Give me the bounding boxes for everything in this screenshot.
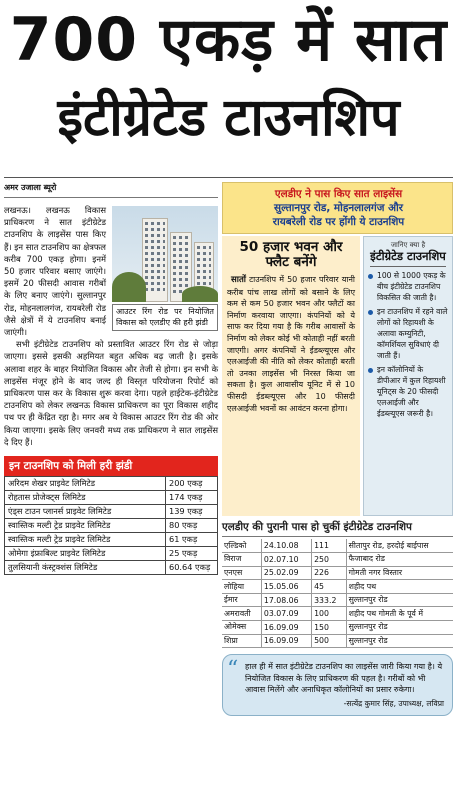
old-township-place: शहीद पथ गोमती के पूर्व में [346,607,453,621]
quote-box [222,654,453,716]
quote-text: हाल ही में सात इंटीग्रेटेड टाउनशिप का लाइसेंस जारी किया गया है। ये नियोजित विकास के लिए प्राधिकरण की पहल है। गरीबों को भी आवास मिलेंगे और अनाधिकृत कॉलोनियों का प्रसार रुकेगा। [245,662,443,695]
old-township-place: गोमती नगर विस्तार [346,566,453,580]
old-township-place: सीतापुर रोड, हरदोई बाईपास [346,539,453,553]
old-township-area: 111 [312,539,347,553]
old-township-place: शहीद पथ [346,580,453,594]
company-name: अरिदम शेखर प्राइवेट लिमिटेड [5,477,166,491]
table-row [222,566,453,580]
old-township-area: 45 [312,580,347,594]
table-row [5,477,218,491]
tree-shape [182,286,218,302]
approved-table-title: इन टाउनशिप को मिली हरी झंडी [4,456,218,476]
old-township-area: 250 [312,553,347,567]
housing-body: टाउनशिप में 50 हजार परिवार यानी करीब पांच लाख लोगों को बसाने के लिए कम से कम 50 हजार भवन और फ्लैटों का निर्माण करवाया जाएगा। कंपनियों को ये साफ कर दिया गया है कि गरीब आवासों के निर्माण को लेकर कोई भी कोताही नहीं बरती जाएगी। अगर कंपनियों ने ईडब्ल्यूएस और एलआईजी की नीति को लेकर कोताही बरती तो उनका लाइसेंस भी निरस्त किया जा सकता है। कुल आवासीय यूनिट में से 10 फीसदी ईडब्ल्यूएस और 10 फीसदी एलआईजी भवनों का आवंटन करना होगा। [227,275,356,413]
headline [0,0,457,175]
company-area: 60.64 एकड़ [166,561,218,575]
side-panel [222,182,453,794]
old-township-place: सुल्तानपुर रोड [346,634,453,648]
old-township-name: अमरावती [222,607,261,621]
company-name: स्वास्तिक मल्टी ट्रेड प्राइवेट लिमिटेड [5,519,166,533]
housing-lead: सातों [231,275,246,285]
know-bullet-text: इन टाउनशिप में रहने वाले लोगों को रिहायशी के अलावा कम्युनिटी, कॉमर्शियल सुविधाएं दी जाती हैं। [377,307,448,360]
old-township-name: एनएस [222,566,261,580]
old-township-name: ओमेक्स [222,621,261,635]
photo-block [112,206,218,331]
know-divider [370,266,446,267]
company-name: रोहतास प्रोजेक्ट्स लिमिटेड [5,491,166,505]
table-row [222,607,453,621]
old-township-area: 226 [312,566,347,580]
table-row [222,580,453,594]
article-body [4,204,218,448]
article-paragraph: सभी इंटीग्रेटेड टाउनशिप को प्रस्तावित आउटर रिंग रोड से जोड़ा जाएगा। इससे इसकी अहमियत बहुत अधिक बढ़ जाती है। इसके अलावा शहर के बाहर नियोजित विकास और तेजी से होगा। इन सभी के लाइसेंस मंजूर होने के बाद जल्द ही विस्तृत परियोजना रिपोर्ट को प्राधिकरण पास कर के विकास शुरू करवा देगा। पहले हाईटेक-इंटीग्रेटेड टाउनशिप को लेकर लखनऊ विकास प्राधिकरण का पूरा विकास शहीद पथ पर ही केंद्रित रहा है। मगर अब ये विकास आउटर रिंग रोड की ओर किया जाएगा। इसके लिए जनवरी मध्य तक प्राधिकरण ने सात लाइसेंस दे दिए हैं। [4,339,218,447]
old-township-area: 150 [312,621,347,635]
table-row [5,519,218,533]
tree-shape [112,272,146,302]
know-bullet [368,271,448,303]
quote-attribution: -सत्येंद्र कुमार सिंह, उपाध्यक्ष, लविप्रा [343,699,444,709]
housing-box [222,236,360,516]
company-area: 174 एकड़ [166,491,218,505]
table-row [222,553,453,567]
company-area: 139 एकड़ [166,505,218,519]
table-row [5,547,218,561]
old-township-date: 16.09.09 [261,621,311,635]
old-township-area: 333.2 [312,593,347,607]
company-name: तुलसियानी कंस्ट्रक्शंस लिमिटेड [5,561,166,575]
bullet-dot-icon [368,368,373,373]
old-townships-table [222,539,453,648]
approved-townships-table [4,476,218,575]
company-area: 80 एकड़ [166,519,218,533]
old-township-date: 24.10.08 [261,539,311,553]
bullet-dot-icon [368,310,373,315]
old-township-place: फैजाबाद रोड [346,553,453,567]
old-township-name: ईमार [222,593,261,607]
township-photo [112,206,218,302]
know-bullet-text: 100 से 1000 एकड़ के बीच इंटीग्रेटेड टाउनशिप विकसित की जाती है। [377,271,446,302]
company-name: स्वास्तिक मल्टी ट्रेड प्राइवेट लिमिटेड [5,533,166,547]
housing-title: 50 हजार भवन और फ्लैट बनेंगे [239,239,343,270]
know-bullet [368,307,448,361]
know-kicker: जानिए क्या है [390,241,426,249]
old-townships-title: एलडीए की पुरानी पास हो चुकीं इंटीग्रेटेड टाउनशिप [222,520,453,537]
know-bullet [368,365,448,419]
headline-line-2: इंटीग्रेटेड टाउनशिप [57,88,400,148]
license-banner [222,182,453,234]
table-row [5,491,218,505]
old-township-name: एल्डिको [222,539,261,553]
headline-line-1: 700 एकड़ में सात [9,5,448,75]
company-area: 61 एकड़ [166,533,218,547]
table-row [222,634,453,648]
old-township-date: 25.02.09 [261,566,311,580]
know-box [363,236,453,516]
old-township-date: 17.08.06 [261,593,311,607]
old-township-date: 15.05.06 [261,580,311,594]
know-title: इंटीग्रेटेड टाउनशिप [370,249,446,263]
quote-mark-icon: “ [227,657,239,683]
bullet-dot-icon [368,274,373,279]
table-row [5,561,218,575]
banner-line-1: एलडीए ने पास किए सात लाइसेंस [274,188,403,200]
article-paragraph: लखनऊ। लखनऊ विकास प्राधिकरण ने सात इंटीग्रेटेड टाउनशिप के लाइसेंस पास किए हैं। इन सात टाउनशिप का क्षेत्रफल करीब 700 एकड़ होगा। इनमें 50 हजार परिवार बसाए जाएंगे। इसमें 20 फीसदी आवास गरीबों के लिए बनाए जाएंगे। सुल्तानपुर रोड, मोहनलालगंज, रायबरेली रोड जैसे क्षेत्रों में ये टाउनशिप बनाई जाएंगी। [4,205,106,338]
housing-text [227,274,355,414]
old-township-place: सुल्तानपुर रोड [346,593,453,607]
old-township-name: विराज [222,553,261,567]
company-area: 25 एकड़ [166,547,218,561]
company-name: एंड्स टाउन प्लानर्स प्राइवेट लिमिटेड [5,505,166,519]
old-township-area: 500 [312,634,347,648]
old-township-name: लोहिया [222,580,261,594]
old-township-name: शिप्रा [222,634,261,648]
old-township-area: 100 [312,607,347,621]
old-township-date: 03.07.09 [261,607,311,621]
old-township-date: 02.07.10 [261,553,311,567]
table-row [5,533,218,547]
old-township-place: सुल्तानपुर रोड [346,621,453,635]
table-row [222,621,453,635]
byline: अमर उजाला ब्यूरो [4,182,218,198]
table-row [222,539,453,553]
banner-line-2: सुल्तानपुर रोड, मोहनलालगंज और [274,202,403,214]
table-row [5,505,218,519]
company-name: ओमेगा इंफ्राबिल्ट प्राइवेट लिमिटेड [5,547,166,561]
table-row [222,593,453,607]
banner-line-3: रायबरेली रोड पर होंगी ये टाउनशिप [272,216,405,228]
headline-divider [4,177,453,178]
photo-caption: आउटर रिंग रोड पर नियोजित विकास को एलडीए की हरी झंडी [112,304,218,331]
old-township-date: 16.09.09 [261,634,311,648]
know-bullet-text: इन कॉलोनियों के डीपीआर में कुल रिहायशी यूनिट्स के 20 फीसदी एलआईजी और ईडब्ल्यूएस जरूरी है। [377,365,446,418]
mid-section [222,236,453,516]
main-article [4,182,218,794]
company-area: 200 एकड़ [166,477,218,491]
